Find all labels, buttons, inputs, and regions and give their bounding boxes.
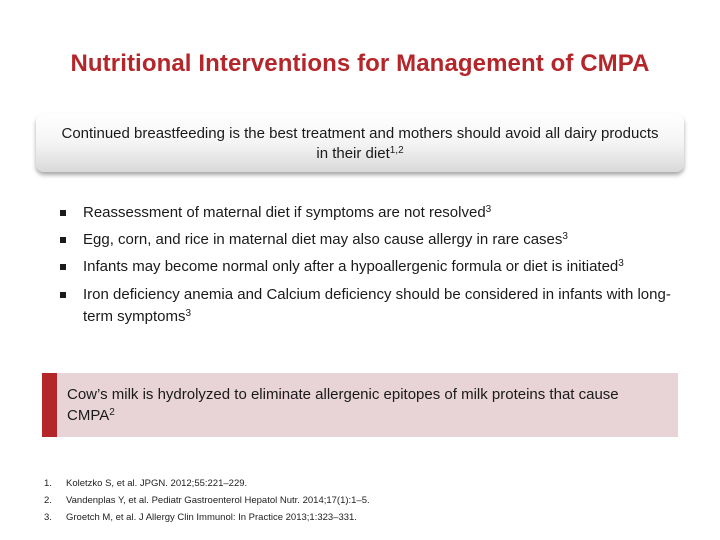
- bullet-list: [60, 202, 680, 334]
- bullet-text: Reassessment of maternal diet if symptoms are not resolved: [83, 204, 486, 221]
- highlight-note-box: [42, 373, 678, 437]
- reference-number: 2.: [44, 495, 52, 506]
- bullet-item: [60, 284, 680, 328]
- reference-text: Koletzko S, et al. JPGN. 2012;55:221–229.: [66, 478, 248, 489]
- key-message-callout: [36, 114, 684, 172]
- accent-bar: [42, 373, 57, 437]
- reference-text: Vandenplas Y, et al. Pediatr Gastroenterol Hepatol Nutr. 2014;17(1):1–5.: [66, 495, 370, 506]
- reference-item: [44, 509, 370, 526]
- bullet-citation: 3: [185, 308, 192, 319]
- bullet-item: [60, 256, 680, 278]
- bullet-text: Iron deficiency anemia and Calcium deficiency should be considered in infants with long-term symptoms: [83, 286, 671, 325]
- bullet-text: Infants may become normal only after a hypoallergenic formula or diet is initiated: [83, 258, 619, 275]
- note-citation: 2: [109, 407, 115, 418]
- bullet-citation: 3: [562, 231, 568, 242]
- square-bullet-icon: [60, 292, 66, 298]
- references-list: [44, 475, 370, 526]
- reference-number: 1.: [44, 478, 52, 489]
- square-bullet-icon: [60, 237, 66, 243]
- note-text: Cow’s milk is hydrolyzed to eliminate allergenic epitopes of milk proteins that cause CMPA: [67, 386, 619, 424]
- square-bullet-icon: [60, 210, 66, 216]
- callout-text: Continued breastfeeding is the best treatment and mothers should avoid all dairy products in their diet: [61, 125, 659, 162]
- callout-citation: 1,2: [389, 145, 404, 156]
- reference-item: [44, 475, 370, 492]
- bullet-item: [60, 229, 680, 251]
- slide-title: Nutritional Interventions for Management of CMPA: [70, 50, 650, 77]
- bullet-citation: 3: [485, 204, 492, 215]
- bullet-item: [60, 202, 680, 224]
- bullet-text: Egg, corn, and rice in maternal diet may also cause allergy in rare cases: [83, 231, 563, 248]
- note-text-block: [67, 384, 657, 426]
- reference-item: [44, 492, 370, 509]
- square-bullet-icon: [60, 264, 66, 270]
- bullet-citation: 3: [618, 258, 624, 269]
- reference-number: 3.: [44, 512, 52, 523]
- reference-text: Groetch M, et al. J Allergy Clin Immunol: In Practice 2013;1:323–331.: [66, 512, 357, 523]
